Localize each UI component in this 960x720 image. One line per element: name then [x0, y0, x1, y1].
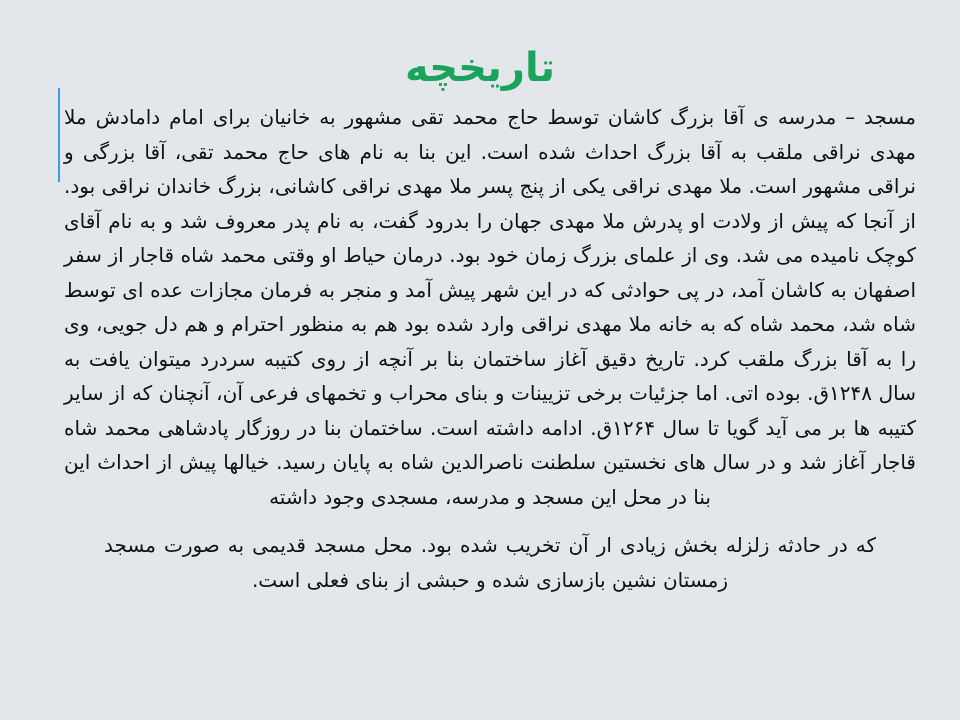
slide-title: تاریخچه: [405, 45, 555, 91]
slide-body: [64, 100, 916, 597]
paragraph-1: مسجد – مدرسه ی آقا بزرگ کاشان توسط حاج محمد تقی مشهور به خانیان برای امام دامادش ملا مهدی نراقی ملقب به آقا بزرگ احداث شده است. این بنا به نام های حاج محمد تقی، آقا بزرگی و نراقی مشهور است. ملا مهدی نراقی یکی از پنج پسر ملا مهدی نراقی کاشانی، بزرگ خاندان نراقی بود. از آنجا که پیش از ولادت او پدرش ملا مهدی جهان را بدرود گفت، به نام پدر معروف شد و به نام آقای کوچک نامیده می شد. وی از علمای بزرگ زمان خود بود. درمان حیاط او وقتی محمد شاه قاجار از سفر اصفهان به کاشان آمد، در پی حوادثی که در این شهر پیش آمد و منجر به فرمان مجازات عده ای توسط شاه شد، محمد شاه که به خانه ملا مهدی نراقی وارد شده بود هم به منظور احترام و هم دل جویی، وی را به آقا بزرگ ملقب کرد. تاریخ دقیق آغاز ساختمان بنا بر آنچه از روی کتیبه سردرد میتوان یافت به سال ۱۲۴۸ق. بوده اتی. اما جزئیات برخی تزیینات و بنای محراب و تخمهای فرعی آن، آنچنان که از سایر کتیبه ها بر می آید گویا تا سال ۱۲۶۴ق. ادامه داشته است. ساختمان بنا در روزگار پادشاهی محمد شاه قاجار آغاز شد و در سال های نخستین سلطنت ناصرالدین شاه به پایان رسید. خیالها پیش از احداث این بنا در محل این مسجد و مدرسه، مسجدی وجود داشته: [64, 105, 916, 509]
paragraph-2: که در حادثه زلزله بخش زیادی ار آن تخریب شده بود. محل مسجد قدیمی به صورت مسجد زمستان نشین بازسازی شده و حبشی از بنای فعلی است.: [104, 533, 876, 592]
accent-bar: [58, 88, 60, 182]
